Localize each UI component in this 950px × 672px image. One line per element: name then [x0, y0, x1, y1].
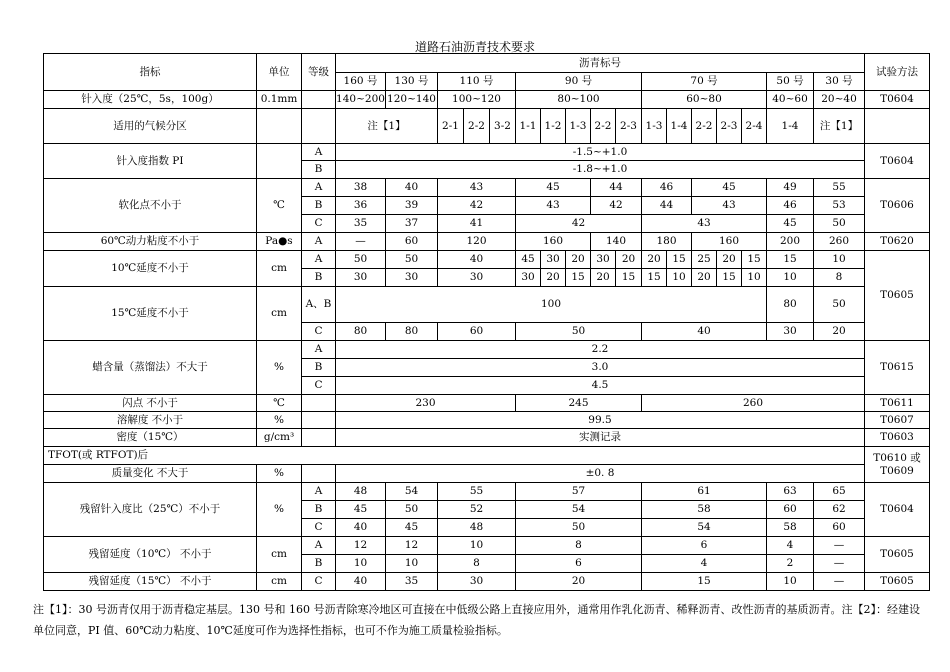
table-cell: 38	[336, 179, 386, 197]
table-cell: 260	[814, 233, 865, 251]
table-cell: 20~40	[814, 91, 865, 109]
table-cell: 80	[767, 287, 814, 323]
table-cell: 蜡含量（蒸馏法）不大于	[44, 341, 257, 395]
table-cell: 62	[814, 501, 865, 519]
table-cell: 58	[642, 501, 767, 519]
table-cell: 30	[386, 269, 438, 287]
table-cell: 20	[541, 269, 566, 287]
table-cell: 30	[516, 269, 541, 287]
table-cell: 49	[767, 179, 814, 197]
table-cell: 10	[667, 269, 692, 287]
table-cell: 残留延度（10℃） 不小于	[44, 537, 257, 573]
table-cell: 10	[336, 555, 386, 573]
table-cell: 针入度（25℃，5s，100g）	[44, 91, 257, 109]
table-title: 道路石油沥青技术要求	[414, 40, 535, 54]
table-cell: 2-1	[438, 109, 464, 144]
table-cell: 20	[516, 573, 642, 591]
table-cell: 15	[667, 251, 692, 269]
table-cell: 1-3	[642, 109, 667, 144]
header-grade-90: 90 号	[516, 73, 642, 91]
table-cell: 45	[336, 501, 386, 519]
table-cell: 160	[516, 233, 591, 251]
table-cell: 80	[386, 323, 438, 341]
table-cell: cm	[257, 251, 302, 287]
table-cell: 45	[516, 251, 541, 269]
table-cell: 10	[742, 269, 767, 287]
header-asphalt-label: 沥青标号	[336, 54, 865, 73]
table-cell: 15	[566, 269, 591, 287]
table-cell	[257, 109, 302, 144]
table-cell: 30	[438, 573, 516, 591]
table-cell	[302, 109, 336, 144]
table-cell: C	[302, 519, 336, 537]
table-cell: T0604	[865, 144, 930, 179]
table-cell: 1-3	[566, 109, 591, 144]
table-cell: 密度（15℃）	[44, 429, 257, 447]
table-cell: 200	[767, 233, 814, 251]
table-cell: 2-2	[464, 109, 490, 144]
table-cell: 2-4	[742, 109, 767, 144]
footnotes: 注【1】：30 号沥青仅用于沥青稳定基层。130 号和 160 号沥青除寒冷地区可直接在中低级公路上直接应用外，通常用作乳化沥青、稀释沥青、改性沥青的基质沥青。注【2】：经建设单位同意，PI 值、60℃动力粘度、10℃延度可作为选择性指标，也可不作为施工质量检验指标。	[33, 603, 920, 637]
table-cell: 54	[516, 501, 642, 519]
table-cell: %	[257, 341, 302, 395]
table-cell: A	[302, 179, 336, 197]
table-cell: 1-1	[516, 109, 541, 144]
table-cell: Pa●s	[257, 233, 302, 251]
table-cell: 15	[767, 251, 814, 269]
table-cell: 36	[336, 197, 386, 215]
table-cell: ℃	[257, 395, 302, 412]
table-cell: 260	[642, 395, 865, 412]
table-cell: 20	[692, 269, 717, 287]
table-cell: C	[302, 215, 336, 233]
table-cell: 45	[692, 179, 767, 197]
table-cell: cm	[257, 537, 302, 573]
table-cell: T0605	[865, 573, 930, 591]
header-grade-50: 50 号	[767, 73, 814, 91]
table-cell: 4	[642, 555, 767, 573]
table-cell: -1.8~+1.0	[336, 161, 865, 179]
table-cell: 46	[642, 179, 692, 197]
table-cell: cm	[257, 287, 302, 341]
table-cell: 54	[642, 519, 767, 537]
table-cell	[302, 395, 336, 412]
table-cell: 40	[438, 251, 516, 269]
table-cell: 2-2	[692, 109, 717, 144]
table-cell: 残留延度（15℃） 不小于	[44, 573, 257, 591]
table-cell: 40~60	[767, 91, 814, 109]
table-cell: 注【1】	[814, 109, 865, 144]
table-cell: 闪点 不小于	[44, 395, 257, 412]
table-cell: 43	[516, 197, 591, 215]
table-cell: A	[302, 233, 336, 251]
table-cell: C	[302, 323, 336, 341]
header-grade-110: 110 号	[438, 73, 516, 91]
table-cell: 46	[767, 197, 814, 215]
table-cell: —	[814, 573, 865, 591]
table-cell: —	[814, 555, 865, 573]
table-cell: 50	[814, 215, 865, 233]
header-indicator: 指标	[44, 54, 257, 91]
table-cell: 60℃动力粘度不小于	[44, 233, 257, 251]
table-cell: 溶解度 不小于	[44, 412, 257, 429]
table-cell: 软化点不小于	[44, 179, 257, 233]
table-cell: ℃	[257, 179, 302, 233]
table-cell: 48	[438, 519, 516, 537]
table-cell	[302, 429, 336, 447]
table-cell: 60~80	[642, 91, 767, 109]
table-cell: 40	[336, 519, 386, 537]
table-cell: T0620	[865, 233, 930, 251]
table-cell: B	[302, 269, 336, 287]
table-cell: 15	[742, 251, 767, 269]
table-cell: 60	[386, 233, 438, 251]
table-cell: 50	[516, 323, 642, 341]
header-test-method: 试验方法	[865, 54, 930, 91]
table-cell: 注【1】	[336, 109, 438, 144]
table-cell: 42	[591, 197, 642, 215]
table-cell: 0.1mm	[257, 91, 302, 109]
table-cell: 120	[438, 233, 516, 251]
table-cell: —	[814, 537, 865, 555]
header-grade-130: 130 号	[386, 73, 438, 91]
table-cell: 10	[814, 251, 865, 269]
table-cell: —	[336, 233, 386, 251]
table-cell: A、B	[302, 287, 336, 323]
table-cell: cm	[257, 573, 302, 591]
table-cell: 适用的气候分区	[44, 109, 257, 144]
table-cell: T0604	[865, 483, 930, 537]
table-cell: T0610 或 T0609	[865, 447, 930, 483]
table-cell: 30	[438, 269, 516, 287]
table-cell	[302, 91, 336, 109]
table-cell: T0605	[865, 251, 930, 341]
table-cell: 1-4	[767, 109, 814, 144]
header-grade: 等级	[302, 54, 336, 91]
header-grade-160: 160 号	[336, 73, 386, 91]
table-cell: 30	[767, 323, 814, 341]
table-cell: 63	[767, 483, 814, 501]
table-cell: g/cm³	[257, 429, 302, 447]
table-cell: 43	[692, 197, 767, 215]
table-cell: 2-3	[717, 109, 742, 144]
table-cell: 3.0	[336, 359, 865, 377]
table-cell: 10	[438, 537, 516, 555]
table-cell: 20	[616, 251, 642, 269]
table-cell: 10℃延度不小于	[44, 251, 257, 287]
table-cell: 3-2	[490, 109, 516, 144]
table-cell: 20	[566, 251, 591, 269]
table-cell: 4	[767, 537, 814, 555]
table-cell: 53	[814, 197, 865, 215]
table-cell: 54	[386, 483, 438, 501]
table-cell: 残留针入度比（25℃）不小于	[44, 483, 257, 537]
table-cell: 15℃延度不小于	[44, 287, 257, 341]
table-cell: A	[302, 483, 336, 501]
table-cell: 20	[814, 323, 865, 341]
table-cell: 2-2	[591, 109, 616, 144]
table-cell: 44	[642, 197, 692, 215]
table-cell: 80~100	[516, 91, 642, 109]
table-cell: 100	[336, 287, 767, 323]
table-cell: 50	[336, 251, 386, 269]
table-cell: 45	[516, 179, 591, 197]
table-cell: B	[302, 161, 336, 179]
table-cell: 20	[642, 251, 667, 269]
table-cell: 61	[642, 483, 767, 501]
table-cell: 160	[692, 233, 767, 251]
header-grade-30: 30 号	[814, 73, 865, 91]
table-cell: 35	[386, 573, 438, 591]
table-cell: 55	[814, 179, 865, 197]
table-cell: 35	[336, 215, 386, 233]
table-cell: A	[302, 341, 336, 359]
table-cell: 230	[336, 395, 516, 412]
table-cell: 45	[767, 215, 814, 233]
table-cell: 30	[591, 251, 616, 269]
table-cell: 60	[767, 501, 814, 519]
header-grade-70: 70 号	[642, 73, 767, 91]
asphalt-requirements-table	[43, 53, 930, 591]
table-cell: 8	[814, 269, 865, 287]
table-cell: A	[302, 251, 336, 269]
table-cell: T0603	[865, 429, 930, 447]
table-cell: 15	[642, 573, 767, 591]
table-cell: 50	[516, 519, 642, 537]
table-cell: B	[302, 359, 336, 377]
table-cell: T0615	[865, 341, 930, 395]
table-cell: B	[302, 555, 336, 573]
table-cell: 45	[386, 519, 438, 537]
table-cell: 2-3	[616, 109, 642, 144]
table-cell: 140~200	[336, 91, 386, 109]
table-cell: 2.2	[336, 341, 865, 359]
table-cell: 60	[814, 519, 865, 537]
table-cell: 6	[516, 555, 642, 573]
table-cell: 52	[438, 501, 516, 519]
table-cell: TFOT(或 RTFOT)后	[44, 447, 865, 465]
table-cell: 12	[386, 537, 438, 555]
table-cell: 60	[438, 323, 516, 341]
table-cell: 针入度指数 PI	[44, 144, 257, 179]
table-cell: 48	[336, 483, 386, 501]
table-cell: 10	[767, 269, 814, 287]
table-cell: 99.5	[336, 412, 865, 429]
table-cell: -1.5~+1.0	[336, 144, 865, 161]
table-cell: T0607	[865, 412, 930, 429]
table-cell: 50	[386, 501, 438, 519]
table-cell: %	[257, 412, 302, 429]
table-cell: 44	[591, 179, 642, 197]
table-cell: B	[302, 501, 336, 519]
table-cell: 20	[717, 251, 742, 269]
table-cell: 10	[386, 555, 438, 573]
table-cell: 140	[591, 233, 642, 251]
table-cell: 4.5	[336, 377, 865, 395]
table-cell	[302, 465, 336, 483]
table-cell: 58	[767, 519, 814, 537]
table-cell: T0605	[865, 537, 930, 573]
table-cell: %	[257, 465, 302, 483]
table-cell: A	[302, 537, 336, 555]
table-cell: 37	[386, 215, 438, 233]
table-cell: 6	[642, 537, 767, 555]
table-cell	[302, 412, 336, 429]
table-cell: 2	[767, 555, 814, 573]
table-cell: 8	[438, 555, 516, 573]
table-cell: 40	[336, 573, 386, 591]
table-cell: 质量变化 不大于	[44, 465, 257, 483]
table-cell: 15	[717, 269, 742, 287]
table-cell: C	[302, 377, 336, 395]
table-cell: 30	[336, 269, 386, 287]
table-cell: ±0. 8	[336, 465, 865, 483]
table-cell: 120~140	[386, 91, 438, 109]
table-cell: 245	[516, 395, 642, 412]
table-cell: 41	[438, 215, 516, 233]
table-cell: 8	[516, 537, 642, 555]
table-cell: C	[302, 573, 336, 591]
table-cell: 39	[386, 197, 438, 215]
table-cell: 50	[386, 251, 438, 269]
table-cell: B	[302, 197, 336, 215]
table-cell: 25	[692, 251, 717, 269]
table-cell: 57	[516, 483, 642, 501]
table-cell: 40	[642, 323, 767, 341]
table-cell: 1-4	[667, 109, 692, 144]
table-cell	[257, 144, 302, 179]
table-cell: 12	[336, 537, 386, 555]
table-cell: %	[257, 483, 302, 537]
table-cell: 80	[336, 323, 386, 341]
table-cell: T0604	[865, 91, 930, 109]
table-cell: 180	[642, 233, 692, 251]
table-cell: 43	[642, 215, 767, 233]
table-cell: 40	[386, 179, 438, 197]
table-cell: 15	[642, 269, 667, 287]
table-cell: 50	[814, 287, 865, 323]
table-cell: 20	[591, 269, 616, 287]
table-cell: A	[302, 144, 336, 161]
table-cell: 65	[814, 483, 865, 501]
table-cell: 15	[616, 269, 642, 287]
table-cell: T0611	[865, 395, 930, 412]
table-cell: 43	[438, 179, 516, 197]
table-cell	[865, 109, 930, 144]
table-cell: 55	[438, 483, 516, 501]
table-cell: 实测记录	[336, 429, 865, 447]
table-cell: T0606	[865, 179, 930, 233]
table-cell: 42	[516, 215, 642, 233]
header-unit: 单位	[257, 54, 302, 91]
table-cell: 42	[438, 197, 516, 215]
table-cell: 30	[541, 251, 566, 269]
table-cell: 1-2	[541, 109, 566, 144]
table-cell: 100~120	[438, 91, 516, 109]
table-cell: 10	[767, 573, 814, 591]
